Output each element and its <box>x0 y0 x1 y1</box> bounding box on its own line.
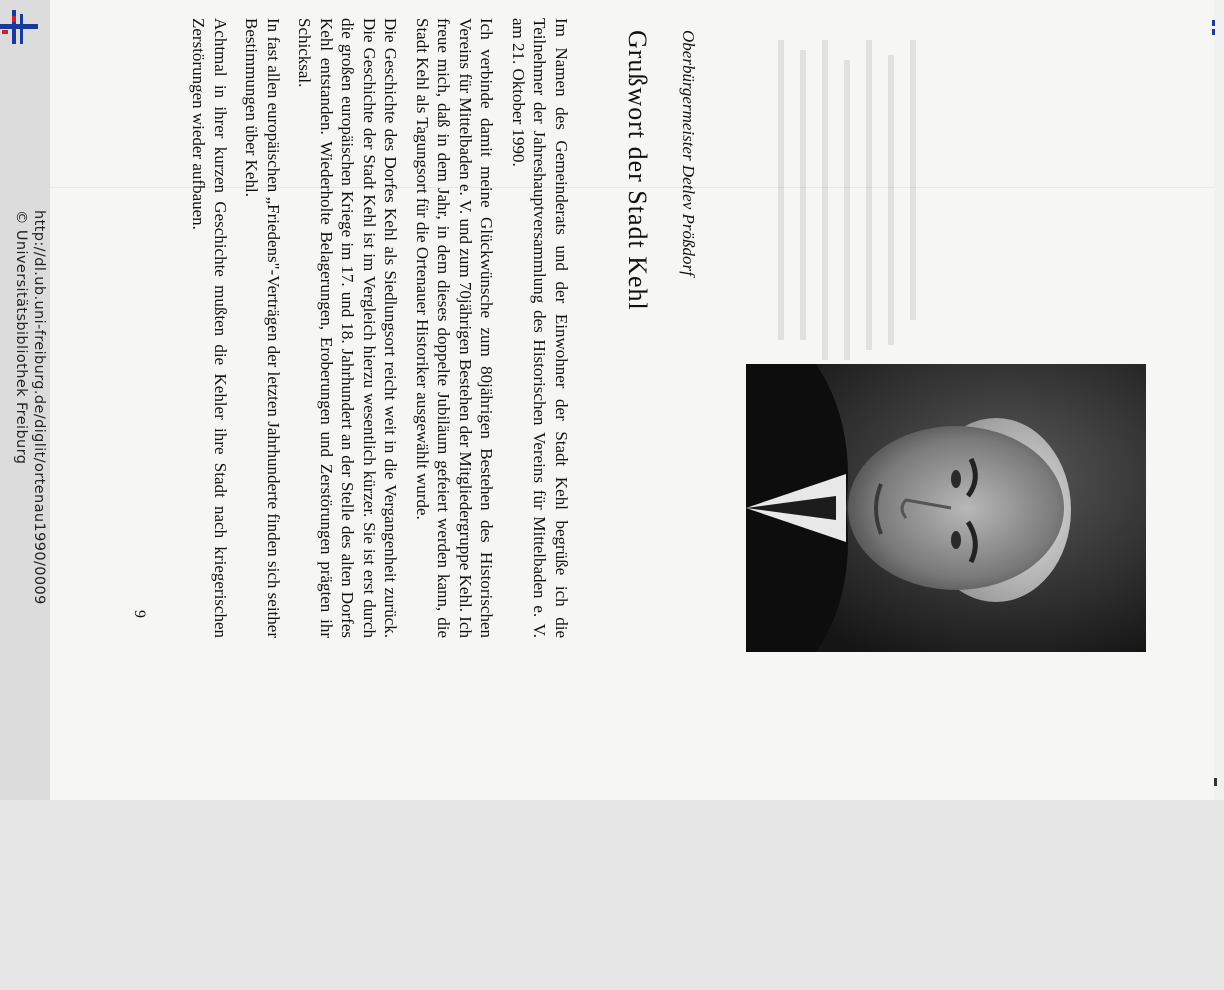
watermark-url[interactable]: http://dl.ub.uni-freiburg.de/diglit/ortenau1990/0009 <box>31 210 47 605</box>
paragraph-4: In fast allen europäischen „Friedens"-Verträgen der letzten Jahrhunderte finden sich seither Bestimmungen über Kehl. <box>242 18 283 638</box>
scan-marker-icon <box>1212 20 1218 36</box>
page-title: Grußwort der Stadt Kehl <box>623 30 652 311</box>
page-number: 9 <box>131 610 148 618</box>
document-body <box>178 18 572 638</box>
rotated-page-content <box>0 10 768 750</box>
paragraph-5: Achtmal in ihrer kurzen Geschichte mußten die Kehler ihre Stadt nach kriegerischen Zerstörungen wieder aufbauen. <box>189 18 230 638</box>
paragraph-3: Die Geschichte des Dorfes Kehl als Siedlungsort reicht weit in die Vergangenheit zurück. Die Geschichte der Stadt Kehl ist im Vergleich hierzu wesentlich kürzer. Sie ist erst durch die großen europäischen Kriege im 17. und 18. Jahrhundert an der Stelle des alten Dorfes Kehl entstanden. Wiederholte Belagerungen, Eroberungen und Zerstörungen prägten ihr Schicksal. <box>295 18 401 638</box>
portrait-photo <box>746 364 1146 652</box>
page-right-edge <box>1214 0 1224 800</box>
scan-marker-bottom-icon <box>1214 778 1220 786</box>
author-line: Oberbürgermeister Detlev Prößdorf <box>679 30 698 276</box>
bleed-through-text <box>770 40 930 370</box>
paragraph-1: Im Namen des Gemeinderats und der Einwohner der Stadt Kehl begrüße ich die Teilnehmer der Jahreshauptversammlung des Historischen Vereins für Mittelbaden e. V. am 21. Oktober 1990. <box>509 18 571 638</box>
watermark-copyright: © Universitätsbibliothek Freiburg <box>13 210 29 465</box>
paragraph-2: Ich verbinde damit meine Glückwünsche zum 80jährigen Bestehen des Historischen Vereins für Mittelbaden e. V. und zum 70jährigen Bestehen der Mitgliedergruppe Kehl. Ich freue mich, daß in dem Jahr, in dem dieses doppelte Jubiläum gefeiert werden kann, die Stadt Kehl als Tagungsort für die Ortenauer Historiker ausgewählt wurde. <box>413 18 497 638</box>
portrait-image <box>746 364 1146 652</box>
